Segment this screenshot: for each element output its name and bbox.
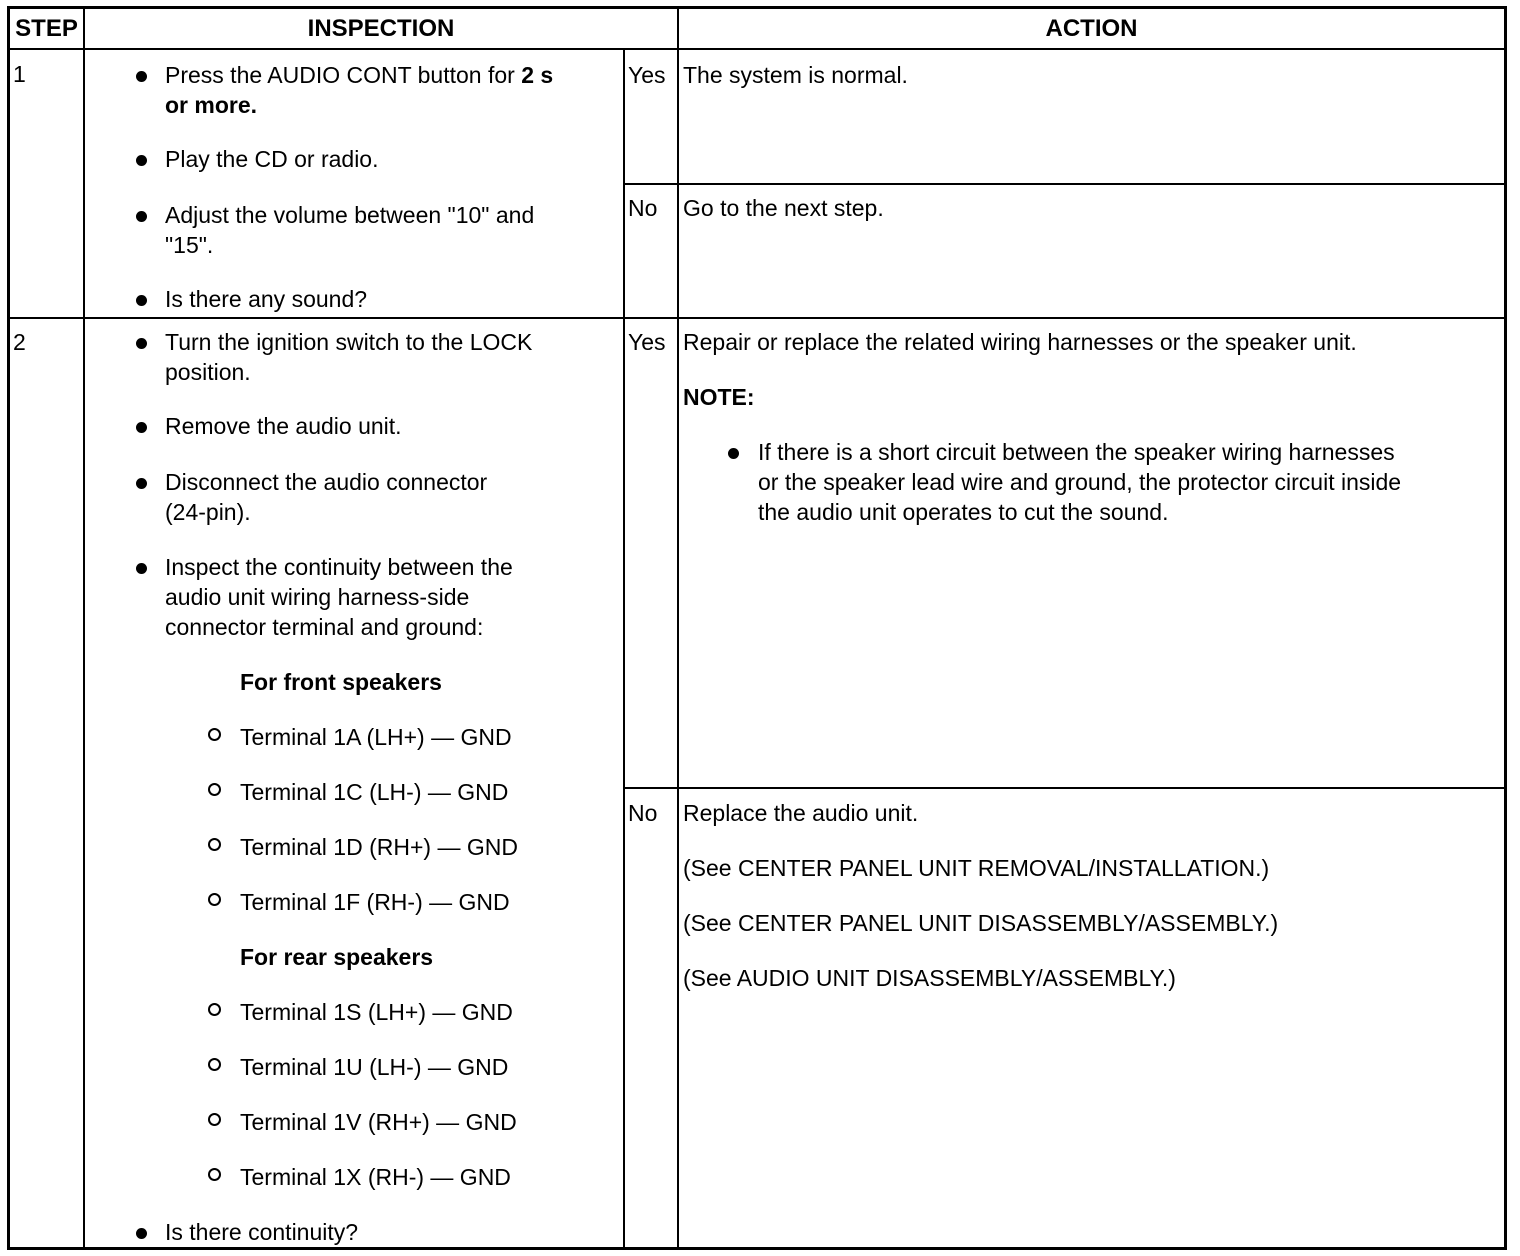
bullet-icon xyxy=(136,155,147,166)
step-2-no-label: No xyxy=(628,800,658,826)
bullet-icon xyxy=(136,478,147,489)
note-line: or the speaker lead wire and ground, the protector circuit inside xyxy=(758,469,1402,495)
circle-bullet-icon xyxy=(208,728,221,741)
note-label: NOTE: xyxy=(683,384,755,410)
step-2-item-4 xyxy=(165,552,513,642)
col-divider-inspection xyxy=(623,49,625,1247)
note-line: the audio unit operates to cut the sound. xyxy=(758,499,1169,525)
item-text: position. xyxy=(165,359,251,385)
bullet-icon xyxy=(136,563,147,574)
item-bold-text: 2 s xyxy=(521,62,554,88)
circle-bullet-icon xyxy=(208,1113,221,1126)
item-text: Disconnect the audio connector xyxy=(165,469,488,495)
inspection-table xyxy=(7,6,1507,1250)
circle-bullet-icon xyxy=(208,783,221,796)
bullet-icon xyxy=(136,295,147,306)
circle-bullet-icon xyxy=(208,838,221,851)
item-text: audio unit wiring harness-side xyxy=(165,584,470,610)
step-1-no-label: No xyxy=(628,195,658,221)
step-1-item-4: Is there any sound? xyxy=(165,286,368,312)
step1-yes-no-rule xyxy=(623,183,1504,185)
circle-bullet-icon xyxy=(208,1003,221,1016)
bullet-icon xyxy=(136,71,147,82)
step-1-number: 1 xyxy=(13,61,26,87)
rear-terminal-2: Terminal 1U (LH-) — GND xyxy=(240,1054,509,1080)
step-1-item-1 xyxy=(165,60,553,120)
front-terminal-3: Terminal 1D (RH+) — GND xyxy=(240,834,518,860)
item-text: Adjust the volume between "10" and xyxy=(165,202,535,228)
rear-speakers-heading: For rear speakers xyxy=(240,944,434,970)
item-text: Press the AUDIO CONT button for xyxy=(165,62,522,88)
step-2-number: 2 xyxy=(13,329,26,355)
item-text: Inspect the continuity between the xyxy=(165,554,513,580)
header-step: STEP xyxy=(15,15,78,42)
step2-yes-no-rule xyxy=(623,787,1504,789)
circle-bullet-icon xyxy=(208,1168,221,1181)
note-line: If there is a short circuit between the speaker wiring harnesses xyxy=(758,439,1395,465)
front-terminal-4: Terminal 1F (RH-) — GND xyxy=(240,889,510,915)
reference-link-3: (See AUDIO UNIT DISASSEMBLY/ASSEMBLY.) xyxy=(683,965,1176,991)
step-2-item-2: Remove the audio unit. xyxy=(165,413,402,439)
reference-link-1: (See CENTER PANEL UNIT REMOVAL/INSTALLATION.) xyxy=(683,855,1270,881)
item-text: Turn the ignition switch to the LOCK xyxy=(165,329,533,355)
front-speakers-heading: For front speakers xyxy=(240,669,442,695)
bullet-icon xyxy=(136,422,147,433)
step-2-no-action: Replace the audio unit. xyxy=(683,800,919,826)
reference-link-2: (See CENTER PANEL UNIT DISASSEMBLY/ASSEMBLY.) xyxy=(683,910,1279,936)
step-2-yes-action: Repair or replace the related wiring harnesses or the speaker unit. xyxy=(683,329,1357,355)
step-2-item-1 xyxy=(165,327,532,387)
step-divider-rule xyxy=(10,317,1504,319)
item-text: "15". xyxy=(165,232,214,258)
bullet-icon xyxy=(136,211,147,222)
col-divider-step xyxy=(83,9,85,1247)
bullet-icon xyxy=(136,1228,147,1239)
header-action: ACTION xyxy=(1045,15,1138,42)
rear-terminal-4: Terminal 1X (RH-) — GND xyxy=(240,1164,511,1190)
item-text: (24-pin). xyxy=(165,499,251,525)
header-inspection: INSPECTION xyxy=(307,15,455,42)
col-divider-action xyxy=(677,9,679,1247)
step-2-item-3 xyxy=(165,467,487,527)
item-bold-text: or more. xyxy=(165,92,258,118)
step-1-item-2: Play the CD or radio. xyxy=(165,146,379,172)
step-1-no-action: Go to the next step. xyxy=(683,195,884,221)
circle-bullet-icon xyxy=(208,1058,221,1071)
note-text xyxy=(758,437,1401,527)
step-2-yes-label: Yes xyxy=(628,329,666,355)
item-text: connector terminal and ground: xyxy=(165,614,484,640)
bullet-icon xyxy=(728,448,739,459)
bullet-icon xyxy=(136,338,147,349)
front-terminal-1: Terminal 1A (LH+) — GND xyxy=(240,724,512,750)
step-2-final-question: Is there continuity? xyxy=(165,1219,359,1245)
front-terminal-2: Terminal 1C (LH-) — GND xyxy=(240,779,509,805)
step-1-yes-action: The system is normal. xyxy=(683,62,908,88)
step-1-item-3 xyxy=(165,200,534,260)
rear-terminal-1: Terminal 1S (LH+) — GND xyxy=(240,999,513,1025)
rear-terminal-3: Terminal 1V (RH+) — GND xyxy=(240,1109,517,1135)
step-1-yes-label: Yes xyxy=(628,62,666,88)
circle-bullet-icon xyxy=(208,893,221,906)
